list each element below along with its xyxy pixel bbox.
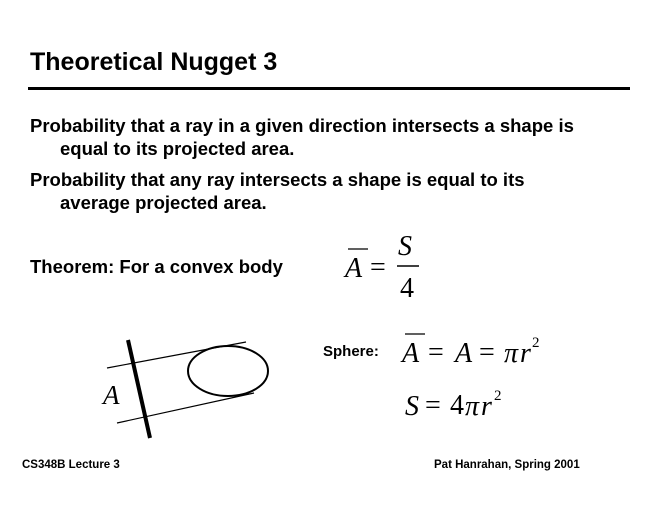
sphere-equation-1 xyxy=(400,334,540,369)
paragraph-1-line-2: equal to its projected area. xyxy=(60,138,295,159)
lower-ray-line xyxy=(117,393,254,423)
projection-diagram xyxy=(101,340,268,438)
equals-sign: = xyxy=(370,252,386,283)
pi-symbol: π xyxy=(504,338,519,369)
sphere-A: A xyxy=(455,338,473,369)
paragraph-1-line-1: Probability that a ray in a given direction intersects a shape is xyxy=(30,115,574,136)
theorem-lhs: A xyxy=(345,253,363,284)
pi-symbol: π xyxy=(465,391,480,422)
slide-title: Theoretical Nugget 3 xyxy=(30,48,278,76)
surface-area-symbol: S xyxy=(405,391,419,422)
equals-sign: = xyxy=(428,337,444,368)
theorem-label: Theorem: For a convex body xyxy=(30,256,283,277)
convex-shape-ellipse xyxy=(188,346,268,396)
exponent: 2 xyxy=(494,388,502,404)
theorem-equation xyxy=(343,231,419,304)
equals-sign: = xyxy=(479,337,495,368)
sphere-equation-2 xyxy=(405,388,502,422)
footer-course: CS348B Lecture 3 xyxy=(22,459,120,471)
projection-plane-line xyxy=(128,340,150,438)
paragraph-2-line-2: average projected area. xyxy=(60,192,267,213)
paragraph-2-line-1: Probability that any ray intersects a shape is equal to its xyxy=(30,169,525,190)
radius-symbol: r xyxy=(520,338,531,369)
sphere-A-bar: A xyxy=(402,338,420,369)
projection-label: A xyxy=(103,380,120,410)
footer-author: Pat Hanrahan, Spring 2001 xyxy=(434,459,580,471)
fraction-denominator: 4 xyxy=(400,273,414,304)
four: 4 xyxy=(450,390,464,421)
sphere-label: Sphere: xyxy=(323,343,379,360)
radius-symbol: r xyxy=(481,391,492,422)
fraction-numerator: S xyxy=(398,231,412,262)
equals-sign: = xyxy=(425,390,441,421)
exponent: 2 xyxy=(532,335,540,351)
